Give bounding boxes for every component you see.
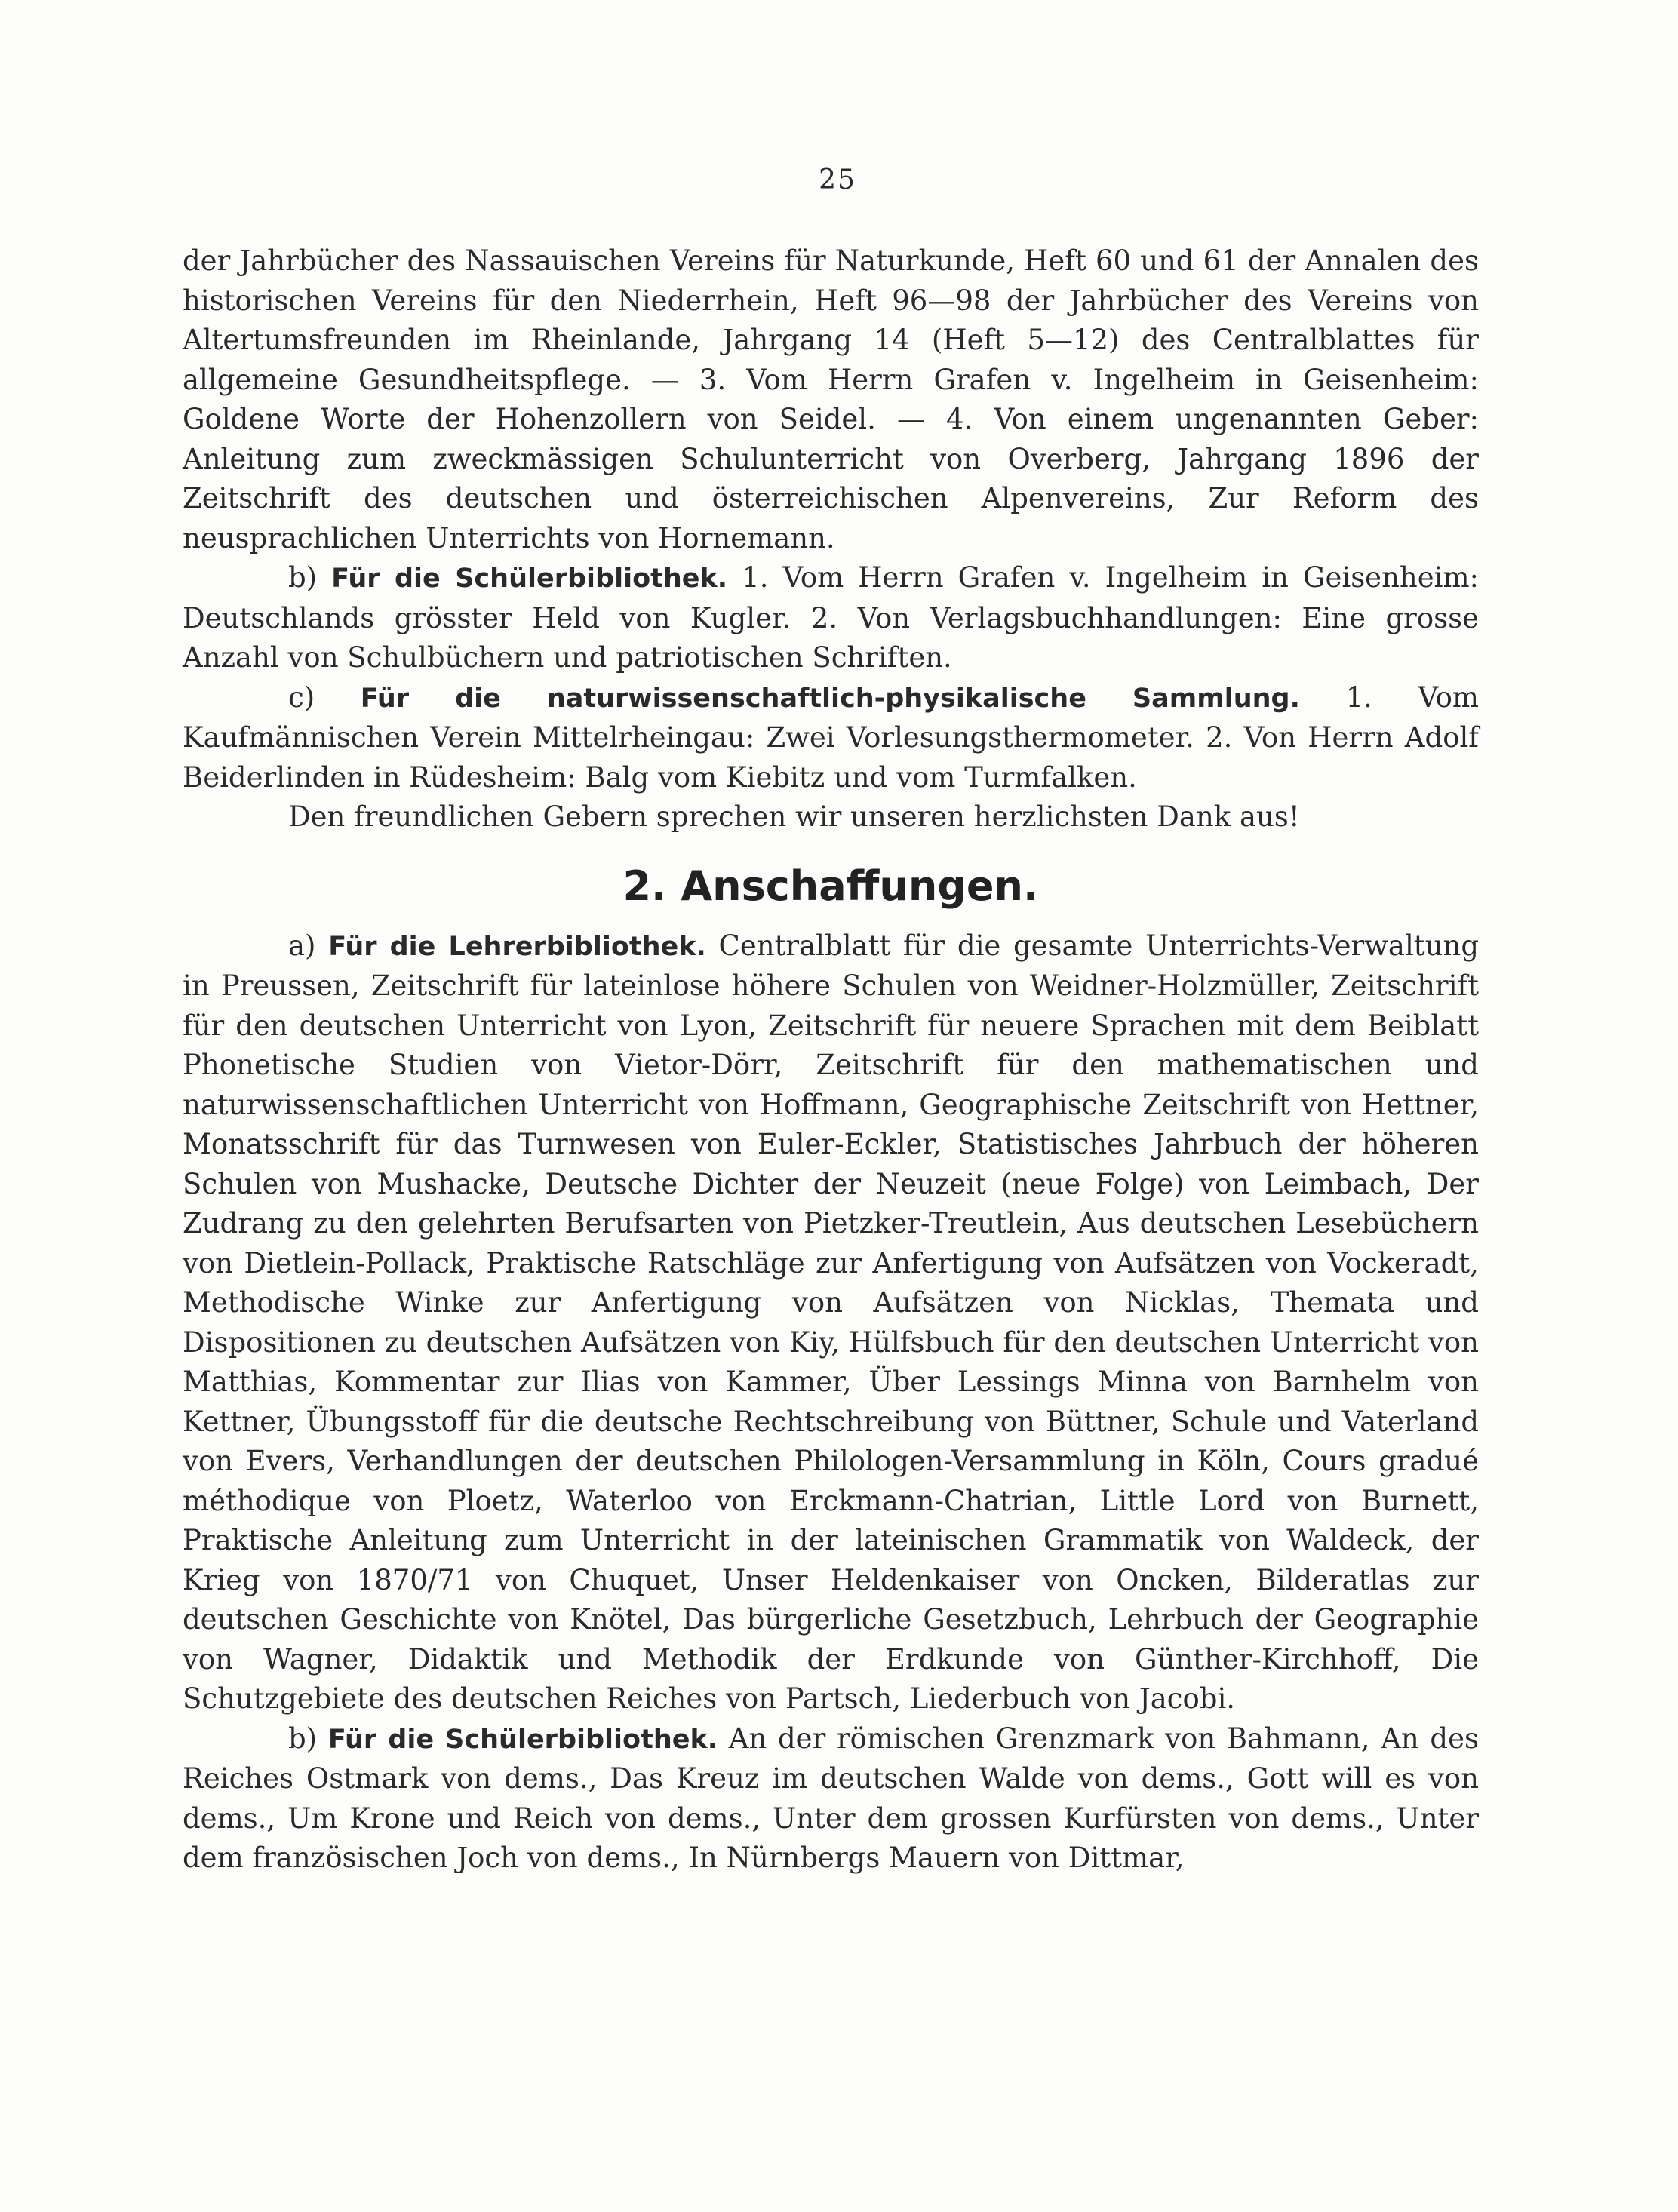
gift-schuelerbibliothek-marker: b) [288, 561, 318, 594]
gift-sammlung-paragraph [183, 678, 1479, 798]
gift-sammlung-text: 1. Vom Kaufmännischen Verein Mittelrheingau: Zwei Vorlesungsthermometer. 2. Von Herrn Adolf Beiderlinden in Rüdesheim: Balg vom Kiebitz und vom Turmfalken. [183, 680, 1480, 794]
acq-schuelerbibliothek-text: An der römischen Grenzmark von Bahmann, An des Reiches Ostmark von dems., Das Kreuz im deutschen Walde von dems., Gott will es von dems., Um Krone und Reich von dems., Unter dem grossen Kurfürsten von dems., Unter dem französischen Joch von dems., In Nürnbergs Mauern von Dittmar, [183, 1722, 1480, 1874]
acq-lehrerbibliothek-text: Centralblatt für die gesamte Unterrichts-Verwaltung in Preussen, Zeitschrift für lateinlose höhere Schulen von Weidner-Holzmüller, Zeitschrift für den deutschen Unterricht von Lyon, Zeitschrift für neuere Sprachen mit dem Beiblatt Phonetische Studien von Vietor-Dörr, Zeitschrift für den mathematischen und naturwissenschaftlichen Unterricht von Hoffmann, Geographische Zeitschrift von Hettner, Monatsschrift für das Turnwesen von Euler-Eckler, Statistisches Jahrbuch der höheren Schulen von Mushacke, Deutsche Dichter der Neuzeit (neue Folge) von Leimbach, Der Zudrang zu den gelehrten Berufsarten von Pietzker-Treutlein, Aus deutschen Lesebüchern von Dietlein-Pollack, Praktische Ratschläge zur Anfertigung von Aufsätzen von Vockeradt, Methodische Winke zur Anfertigung von Aufsätzen von Nicklas, Themata und Dispositionen zu deutschen Aufsätzen von Kiy, Hülfsbuch für den deutschen Unterricht von Matthias, Kommentar zur Ilias von Kammer, Über Lessings Minna von Barnhelm von Kettner, Übungsstoff für die deutsche Rechtschreibung von Büttner, Schule und Vaterland von Evers, Verhandlungen der deutschen Philologen-Versammlung in Köln, Cours gradué méthodique von Ploetz, Waterloo von Erckmann-Chatrian, Little Lord von Burnett, Praktische Anleitung zum Unterricht in der lateinischen Grammatik von Waldeck, der Krieg von 1870/71 von Chuquet, Unser Heldenkaiser von Oncken, Bilderatlas zur deutschen Geschichte von Knötel, Das bürgerliche Gesetzbuch, Lehrbuch der Geographie von Wagner, Didaktik und Methodik der Erdkunde von Günther-Kirchhoff, Die Schutzgebiete des deutschen Reiches von Partsch, Liederbuch von Jacobi. [183, 929, 1480, 1715]
page-number: 25 [819, 164, 856, 195]
thanks-paragraph: Den freundlichen Gebern sprechen wir unseren herzlichsten Dank aus! [288, 800, 1300, 833]
section-number: 2. [622, 862, 667, 910]
section-heading [183, 860, 1479, 913]
acq-schuelerbibliothek-label: Für die Schülerbibliothek. [327, 1724, 718, 1755]
gift-schuelerbibliothek-paragraph [183, 558, 1479, 678]
gift-schuelerbibliothek-text: 1. Vom Herrn Grafen v. Ingelheim in Geisenheim: Deutschlands grösster Held von Kugler. 2. Von Verlagsbuchhandlungen: Eine grosse Anzahl von Schulbüchern und patriotischen Schriften. [183, 561, 1480, 674]
acq-lehrerbibliothek-marker: a) [288, 929, 316, 962]
gift-schuelerbibliothek-label: Für die Schülerbibliothek. [331, 564, 728, 594]
acq-schuelerbibliothek-paragraph [183, 1719, 1479, 1879]
gift-sammlung-label: Für die naturwissenschaftlich-physikalische Sammlung. [360, 683, 1300, 714]
acq-lehrerbibliothek-label: Für die Lehrerbibliothek. [328, 931, 706, 962]
intro-paragraph: der Jahrbücher des Nassauischen Vereins für Naturkunde, Heft 60 und 61 der Annalen des historischen Vereins für den Niederrhein, Heft 96—98 der Jahrbücher des Vereins von Altertumsfreunden im Rheinlande, Jahrgang 14 (Heft 5—12) des Centralblattes für allgemeine Gesundheitspflege. — 3. Vom Herrn Grafen v. Ingelheim in Geisenheim: Goldene Worte der Hohenzollern von Seidel. — 4. Von einem ungenannten Geber: Anleitung zum zweckmässigen Schulunterricht von Overberg, Jahrgang 1896 der Zeitschrift des deutschen und österreichischen Alpenvereins, Zur Reform des neusprachlichen Unterrichts von Hornemann. [183, 244, 1479, 555]
acq-lehrerbibliothek-paragraph [183, 926, 1479, 1719]
section-title: Anschaffungen. [681, 862, 1039, 910]
gift-sammlung-marker: c) [288, 680, 315, 714]
acq-schuelerbibliothek-marker: b) [288, 1722, 318, 1755]
document-body [183, 241, 1479, 1879]
